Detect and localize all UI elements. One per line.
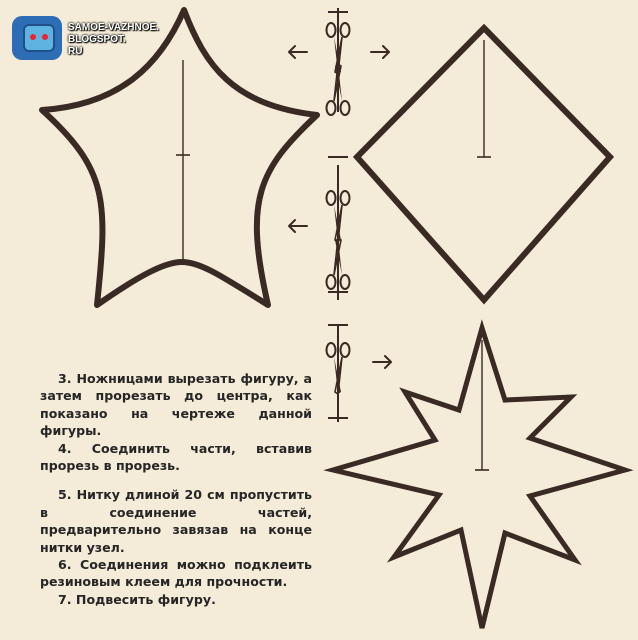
instruction-step-5: 5. Нитку длиной 20 см пропустить в соединение частей, предварительно завязав на конце нитки узел.	[40, 487, 312, 555]
logo-line-1: SAMOE-VAZHNOE.	[68, 22, 159, 33]
arrow-right-icon	[371, 46, 389, 58]
instruction-step-7: 7. Подвесить фигуру.	[58, 591, 216, 607]
arrow-right-icon	[373, 356, 391, 368]
eight-point-star-shape	[333, 328, 625, 628]
arrow-left-icon	[289, 220, 307, 232]
instruction-step-6: 6. Соединения можно подклеить резиновым клеем для прочности.	[40, 557, 312, 590]
five-point-star-shape	[42, 10, 317, 305]
instruction-step-4: 4. Соединить части, вставив прорезь в прорезь.	[40, 440, 312, 474]
instructions-text	[40, 370, 312, 608]
instruction-step-3: 3. Ножницами вырезать фигуру, а затем прорезать до центра, как показано на чертеже данной фигуры.	[40, 371, 312, 439]
arrow-left-icon	[289, 46, 307, 58]
logo-line-2: BLOGSPOT.	[68, 34, 126, 45]
logo-line-3: RU	[68, 46, 83, 57]
